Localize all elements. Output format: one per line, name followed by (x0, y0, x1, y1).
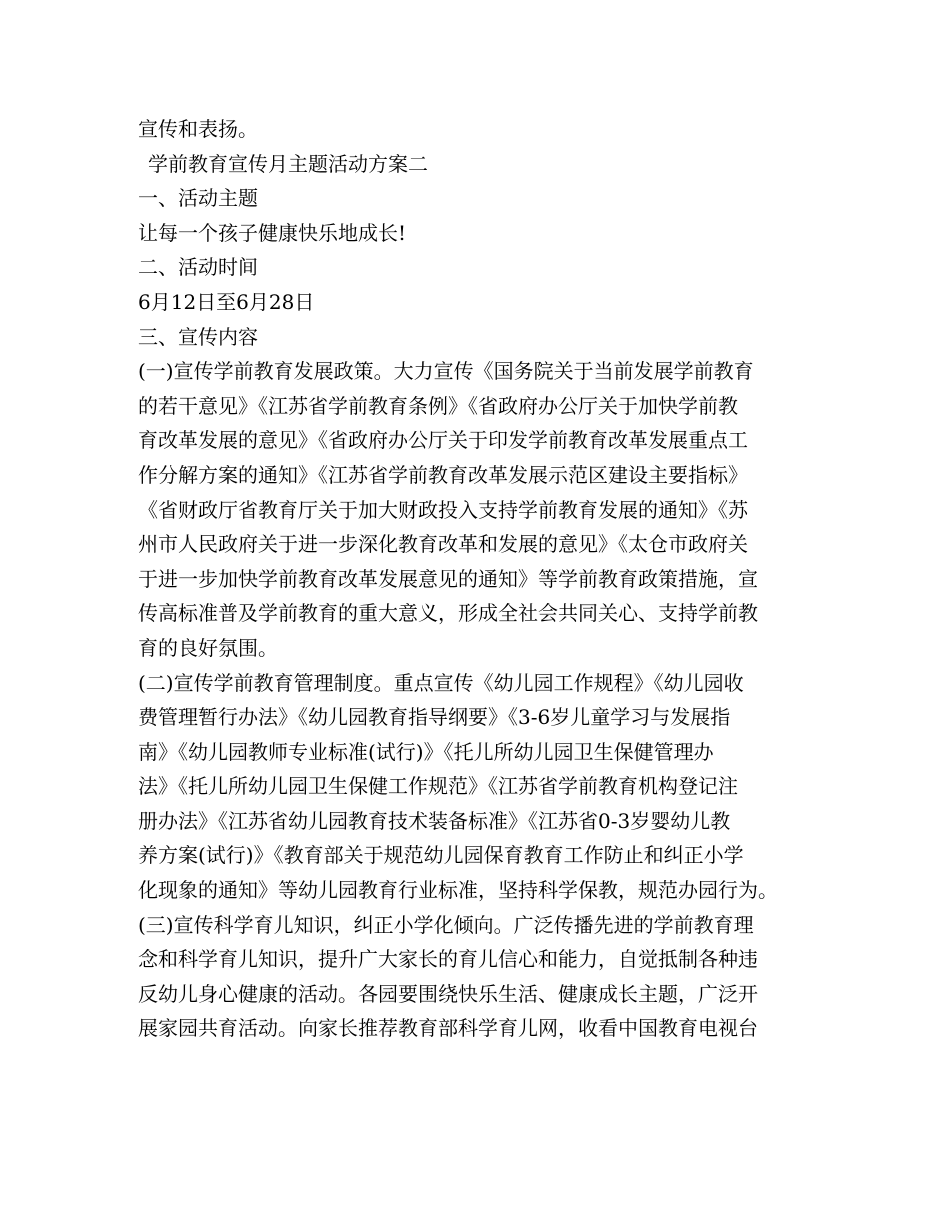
text-line: (二)宣传学前教育管理制度。重点宣传《幼儿园工作规程》《幼儿园收 (138, 670, 744, 695)
text-line: 6月12日至6月28日 (138, 289, 315, 314)
text-line: (三)宣传科学育儿知识，纠正小学化倾向。广泛传播先进的学前教育理 (138, 912, 754, 937)
section-title: 学前教育宣传月主题活动方案二 (148, 151, 428, 176)
text-line: 育改革发展的意见》《省政府办公厅关于印发学前教育改革发展重点工 (138, 428, 748, 453)
text-line: 念和科学育儿知识，提升广大家长的育儿信心和能力，自觉抵制各种违 (138, 947, 758, 972)
document-body (138, 112, 838, 1046)
text-line: 册办法》《江苏省幼儿园教育技术装备标准》《江苏省0-3岁婴幼儿教 (138, 808, 731, 833)
text-line: 作分解方案的通知》《江苏省学前教育改革发展示范区建设主要指标》 (138, 462, 748, 487)
text-line: 化现象的通知》等幼儿园教育行业标准，坚持科学保教，规范办园行为。 (138, 878, 778, 903)
text-line: 南》《幼儿园教师专业标准(试行)》《托儿所幼儿园卫生保健管理办 (138, 739, 714, 764)
text-line: 法》《托儿所幼儿园卫生保健工作规范》《江苏省学前教育机构登记注 (138, 774, 738, 799)
text-line: 州市人民政府关于进一步深化教育改革和发展的意见》《太仓市政府关 (138, 532, 748, 557)
text-line: 费管理暂行办法》《幼儿园教育指导纲要》《3-6岁儿童学习与发展指 (138, 705, 731, 730)
text-line: 展家园共育活动。向家长推荐教育部科学育儿网，收看中国教育电视台 (138, 1016, 758, 1041)
text-line: 反幼儿身心健康的活动。各园要围绕快乐生活、健康成长主题，广泛开 (138, 981, 758, 1006)
text-line: 让每一个孩子健康快乐地成长! (138, 220, 407, 245)
text-line: 宣传和表扬。 (138, 117, 258, 141)
text-line: 养方案(试行)》《教育部关于规范幼儿园保育教育工作防止和纠正小学 (138, 843, 744, 868)
text-line: 于进一步加快学前教育改革发展意见的通知》等学前教育政策措施，宣 (138, 566, 758, 591)
text-line: 《省财政厅省教育厅关于加大财政投入支持学前教育发展的通知》《苏 (138, 497, 748, 522)
text-line: 育的良好氛围。 (138, 635, 278, 660)
heading-content: 三、宣传内容 (138, 324, 258, 349)
heading-theme: 一、活动主题 (138, 186, 258, 211)
text-line: 的若干意见》《江苏省学前教育条例》《省政府办公厅关于加快学前教 (138, 393, 738, 418)
heading-time: 二、活动时间 (138, 255, 258, 280)
text-line: (一)宣传学前教育发展政策。大力宣传《国务院关于当前发展学前教育 (138, 359, 754, 384)
text-line: 传高标准普及学前教育的重大意义，形成全社会共同关心、支持学前教 (138, 601, 758, 626)
